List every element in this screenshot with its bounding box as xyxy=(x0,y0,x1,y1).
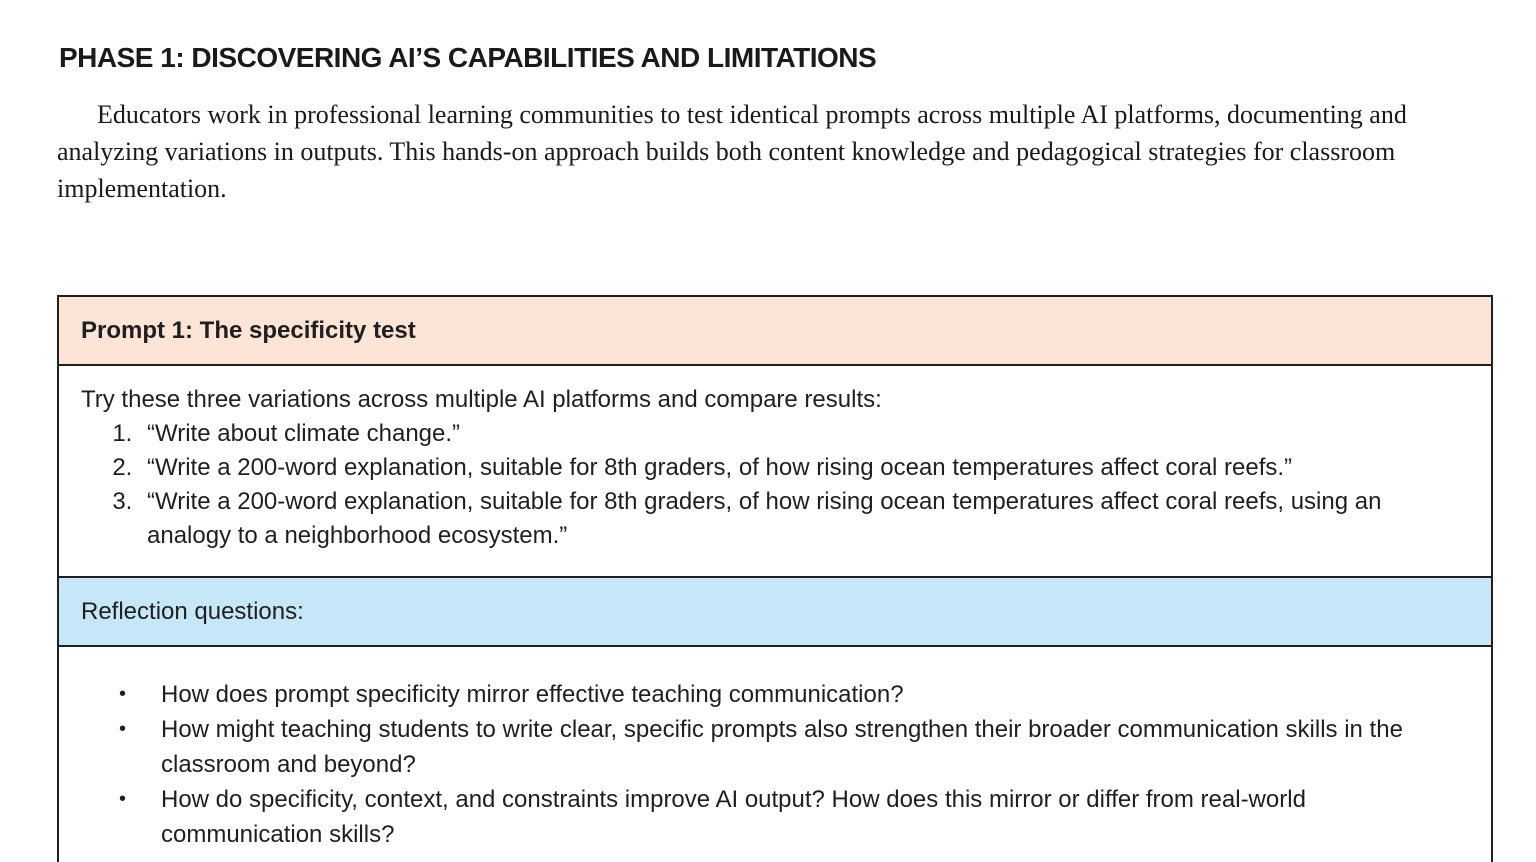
document-page xyxy=(0,42,1536,862)
prompt-header-label: Prompt 1: The specificity test xyxy=(81,316,416,344)
list-item: 3. “Write a 200-word explanation, suitable for 8th graders, of how rising ocean temperatures affect coral reefs, using an analogy to a neighborhood ecosystem.” xyxy=(139,485,1461,553)
list-item: 2. “Write a 200-word explanation, suitable for 8th graders, of how rising ocean temperatures affect coral reefs.” xyxy=(139,451,1461,485)
reflection-section xyxy=(59,647,1491,862)
list-item: • How might teaching students to write clear, specific prompts also strengthen their broader communication skills in the classroom and beyond? xyxy=(139,712,1451,782)
list-item: • How do specificity, context, and constraints improve AI output? How does this mirror or differ from real-world communication skills? xyxy=(139,782,1451,852)
reflection-header-row xyxy=(59,578,1491,647)
phase-heading: PHASE 1: DISCOVERING AI’S CAPABILITIES AND LIMITATIONS xyxy=(59,42,877,73)
intro-paragraph: Educators work in professional learning communities to test identical prompts across multiple AI platforms, documenting and analyzing variations in outputs. This hands-on approach builds both content knowledge and pedagogical strategies for classroom implementation. xyxy=(57,100,1407,203)
prompt-table xyxy=(57,295,1493,862)
reflection-questions-list xyxy=(81,677,1451,852)
reflection-header-label: Reflection questions: xyxy=(81,597,304,625)
variations-list xyxy=(81,417,1461,553)
variations-section xyxy=(59,366,1491,578)
list-item: 1. “Write about climate change.” xyxy=(139,417,1461,451)
prompt-header-row xyxy=(59,297,1491,366)
variations-intro: Try these three variations across multiple AI platforms and compare results: xyxy=(81,386,882,413)
list-item: • How does prompt specificity mirror effective teaching communication? xyxy=(139,677,1451,712)
